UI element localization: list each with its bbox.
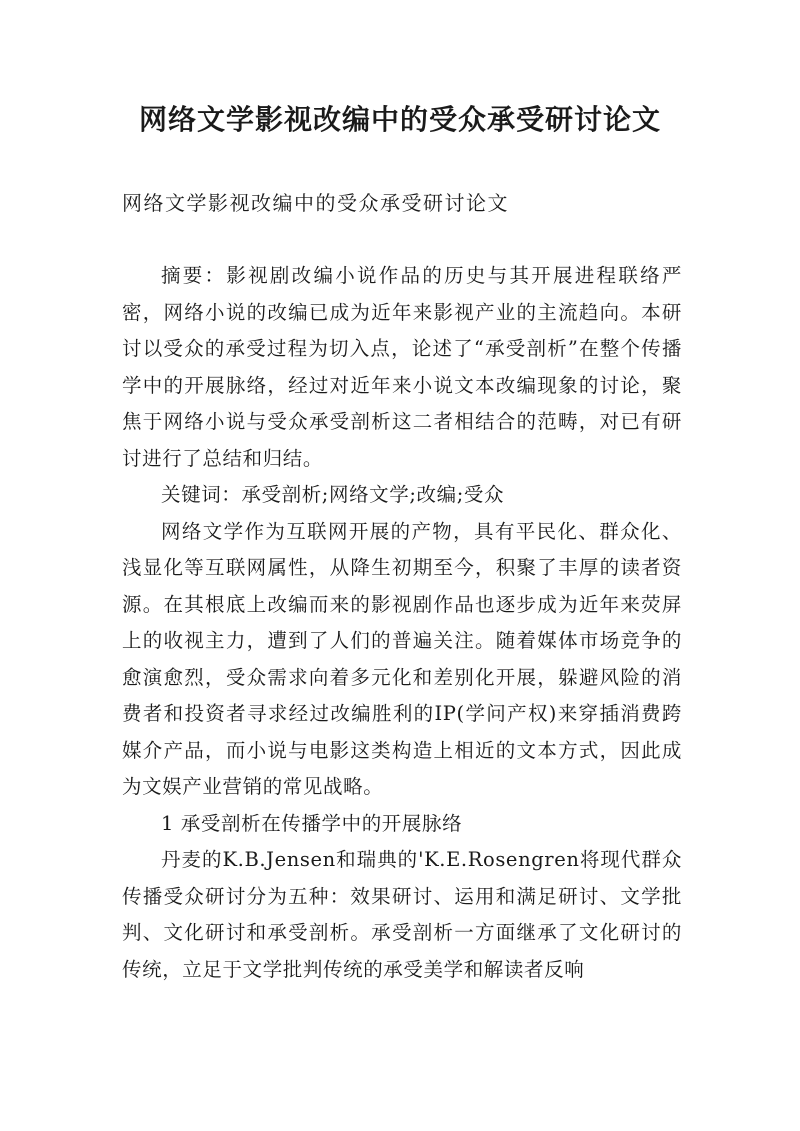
document-body [122, 258, 682, 988]
intro-paragraph: 网络文学作为互联网开展的产物，具有平民化、群众化、浅显化等互联网属性，从降生初期至今，积聚了丰厚的读者资源。在其根底上改编而来的影视剧作品也逐步成为近年来荧屏上的收视主力，遭到了人们的普遍关注。随着媒体市场竞争的愈演愈烈，受众需求向着多元化和差别化开展，躲避风险的消费者和投资者寻求经过改编胜利的IP(学问产权)来穿插消费跨媒介产品，而小说与电影这类构造上相近的文本方式，因此成为文娱产业营销的常见战略。 [122, 519, 682, 798]
abstract-paragraph: 摘要：影视剧改编小说作品的历史与其开展进程联络严密，网络小说的改编已成为近年来影视产业的主流趋向。本研讨以受众的承受过程为切入点，论述了“承受剖析”在整个传播学中的开展脉络，经过对近年来小说文本改编现象的讨论，聚焦于网络小说与受众承受剖析这二者相结合的范畴，对已有研讨进行了总结和归结。 [122, 264, 682, 470]
keywords-paragraph: 关键词：承受剖析;网络文学;改编;受众 [161, 483, 505, 506]
section-1-paragraph: 丹麦的K.B.Jensen和瑞典的'K.E.Rosengren将现代群众传播受众研讨分为五种：效果研讨、运用和满足研讨、文学批判、文化研讨和承受剖析。承受剖析一方面继承了文化研讨的传统，立足于文学批判传统的承受美学和解读者反响 [122, 848, 682, 981]
document-subtitle: 网络文学影视改编中的受众承受研讨论文 [122, 191, 509, 215]
document-title: 网络文学影视改编中的受众承受研讨论文 [138, 103, 661, 136]
section-heading-1: 1 承受剖析在传播学中的开展脉络 [161, 811, 463, 835]
